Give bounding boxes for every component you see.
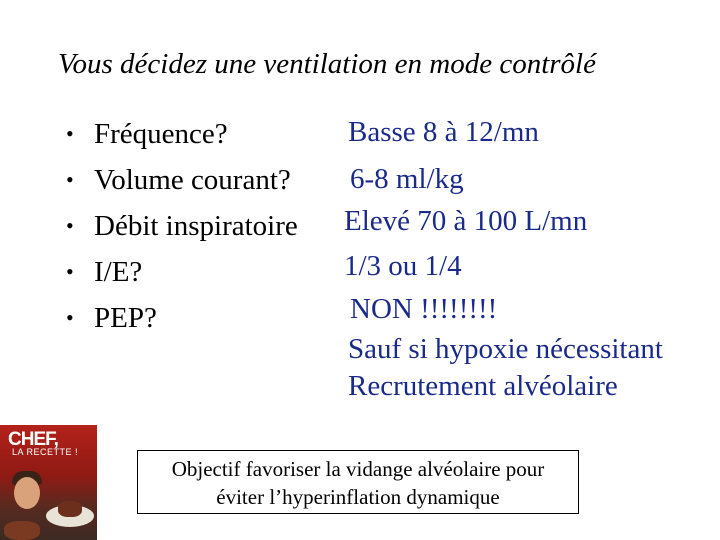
answer-volume-courant: 6-8 ml/kg [350, 163, 464, 195]
answer-pep-recrutement: Recrutement alvéolaire [348, 370, 618, 402]
objective-line-2: éviter l’hyperinflation dynamique [216, 485, 500, 509]
bullet-label: Débit inspiratoire [94, 210, 298, 242]
bullet-frequence [66, 114, 298, 160]
bullet-dot: • [66, 305, 74, 330]
answer-pep-exception: Sauf si hypoxie nécessitant [348, 333, 663, 365]
bullet-dot: • [66, 213, 74, 238]
bullet-label: I/E? [94, 256, 143, 288]
bullet-volume-courant [66, 160, 298, 206]
thumbnail-subtitle: LA RECETTE ! [12, 447, 79, 457]
objective-box [137, 450, 579, 514]
bullet-label: Volume courant? [94, 164, 291, 196]
bullet-dot: • [66, 121, 74, 146]
food-shape [58, 501, 82, 517]
chef-face-shape [14, 477, 40, 509]
bullet-pep [66, 298, 298, 344]
bullet-label: PEP? [94, 302, 157, 334]
bullet-list [66, 114, 298, 344]
answer-debit-inspiratoire: Elevé 70 à 100 L/mn [344, 205, 588, 237]
answer-frequence: Basse 8 à 12/mn [348, 116, 539, 148]
bullet-dot: • [66, 167, 74, 192]
bullet-ie [66, 252, 298, 298]
answer-ie: 1/3 ou 1/4 [344, 250, 462, 282]
answer-pep: NON !!!!!!!! [350, 293, 498, 325]
food-shape-2 [4, 521, 40, 540]
bullet-dot: • [66, 259, 74, 284]
slide-title: Vous décidez une ventilation en mode contrôlé [58, 48, 596, 80]
bullet-debit-inspiratoire [66, 206, 298, 252]
objective-line-1: Objectif favoriser la vidange alvéolaire pour [171, 457, 545, 481]
bullet-label: Fréquence? [94, 118, 228, 150]
chef-la-recette-thumbnail [0, 425, 97, 540]
thumbnail-brand: CHEF, [8, 429, 58, 450]
